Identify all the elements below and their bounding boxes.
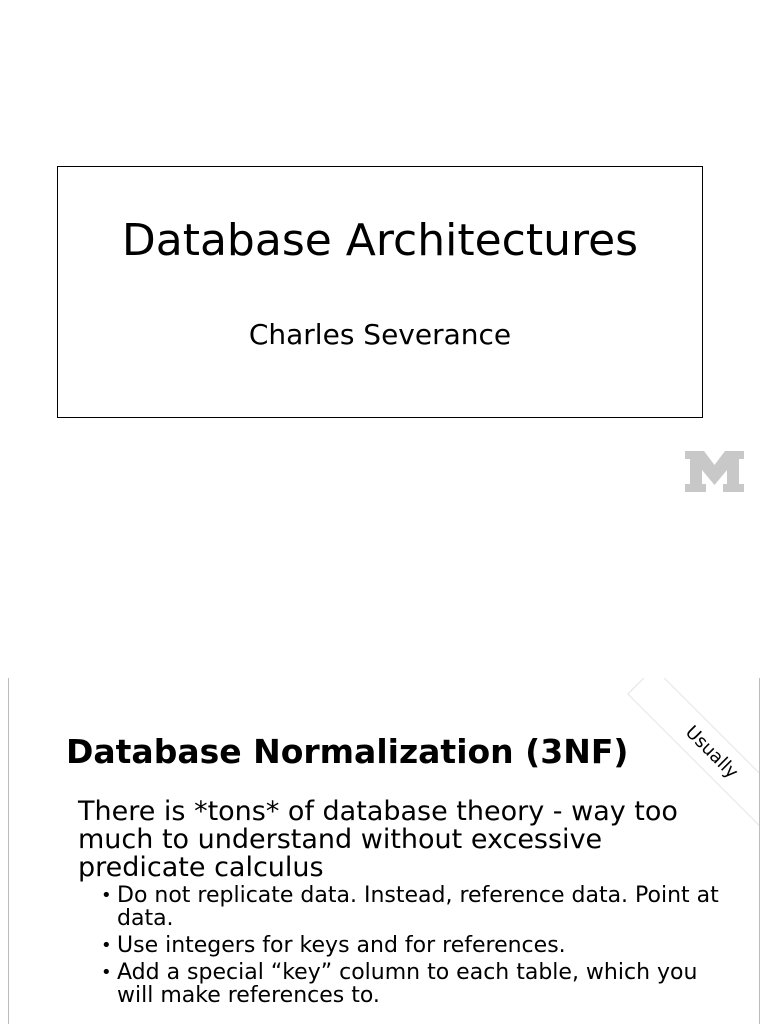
block-m-logo-icon — [685, 451, 744, 492]
bullet-item: • Do not replicate data. Instead, reference data. Point at data. — [101, 884, 721, 930]
bullet-list — [101, 884, 721, 1011]
author-name: Charles Severance — [248, 318, 512, 351]
bullet-item: • Add a special “key” column to each table, which you will make references to. — [101, 961, 721, 1007]
corner-ribbon-label: Usually — [681, 721, 743, 783]
slide-title: Database Normalization (3NF) — [66, 732, 629, 771]
normalization-slide — [8, 678, 760, 1024]
bullet-item: • Use integers for keys and for references. — [101, 934, 721, 957]
intro-paragraph: There is *tons* of database theory - way too much to understand without excessive predicate calculus — [78, 796, 678, 883]
title-box — [57, 166, 703, 418]
slide-title: Database Architectures — [121, 215, 639, 266]
